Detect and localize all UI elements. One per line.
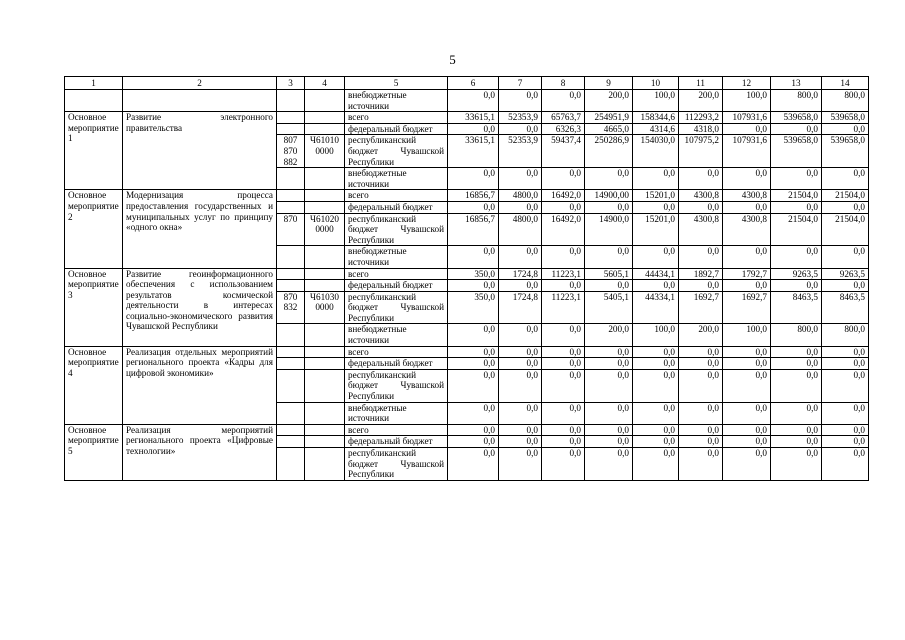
source-cell: всего bbox=[345, 190, 448, 202]
value-cell: 0,0 bbox=[448, 424, 499, 436]
value-cell: 16856,7 bbox=[448, 213, 499, 246]
value-cell: 100,0 bbox=[723, 324, 771, 346]
value-cell: 0,0 bbox=[822, 246, 869, 268]
value-cell: 4800,0 bbox=[499, 190, 542, 202]
value-cell: 0,0 bbox=[822, 436, 869, 448]
source-cell: федеральный бюджет bbox=[345, 436, 448, 448]
code3-cell bbox=[277, 358, 305, 370]
value-cell: 200,0 bbox=[585, 324, 633, 346]
value-cell: 112293,2 bbox=[679, 112, 723, 124]
value-cell: 9263,5 bbox=[771, 268, 822, 280]
value-cell: 0,0 bbox=[448, 346, 499, 358]
value-cell: 0,0 bbox=[633, 402, 679, 424]
code4-cell bbox=[305, 246, 345, 268]
event-name-cell: Основное мероприятие 4 bbox=[65, 346, 123, 424]
code4-cell bbox=[305, 280, 345, 292]
value-cell: 0,0 bbox=[771, 346, 822, 358]
value-cell: 0,0 bbox=[542, 436, 585, 448]
value-cell: 0,0 bbox=[448, 168, 499, 190]
header-cell: 5 bbox=[345, 77, 448, 90]
value-cell: 0,0 bbox=[822, 402, 869, 424]
value-cell: 0,0 bbox=[585, 246, 633, 268]
value-cell: 254951,9 bbox=[585, 112, 633, 124]
value-cell: 15201,0 bbox=[633, 190, 679, 202]
code4-cell bbox=[305, 123, 345, 135]
value-cell: 0,0 bbox=[448, 246, 499, 268]
value-cell: 14900,0 bbox=[585, 213, 633, 246]
value-cell: 100,0 bbox=[723, 90, 771, 112]
event-title-cell: Развитие электронного правительства bbox=[123, 112, 277, 190]
value-cell: 0,0 bbox=[585, 424, 633, 436]
value-cell: 15201,0 bbox=[633, 213, 679, 246]
value-cell: 0,0 bbox=[723, 448, 771, 481]
value-cell: 0,0 bbox=[723, 369, 771, 402]
value-cell: 8463,5 bbox=[771, 291, 822, 324]
value-cell: 11223,1 bbox=[542, 291, 585, 324]
value-cell: 9263,5 bbox=[822, 268, 869, 280]
source-cell: федеральный бюджет bbox=[345, 358, 448, 370]
code3-cell bbox=[277, 190, 305, 202]
code3-cell: 807 870 882 bbox=[277, 135, 305, 168]
code4-cell: Ч61020 0000 bbox=[305, 213, 345, 246]
header-cell: 4 bbox=[305, 77, 345, 90]
value-cell: 0,0 bbox=[448, 324, 499, 346]
code3-cell bbox=[277, 168, 305, 190]
value-cell: 16492,0 bbox=[542, 190, 585, 202]
value-cell: 4314,6 bbox=[633, 123, 679, 135]
source-cell: внебюджетные источники bbox=[345, 246, 448, 268]
source-cell: федеральный бюджет bbox=[345, 280, 448, 292]
budget-table bbox=[64, 76, 869, 481]
value-cell: 800,0 bbox=[822, 90, 869, 112]
source-cell: всего bbox=[345, 346, 448, 358]
value-cell: 0,0 bbox=[542, 246, 585, 268]
value-cell: 0,0 bbox=[585, 168, 633, 190]
value-cell: 0,0 bbox=[822, 369, 869, 402]
value-cell: 0,0 bbox=[499, 448, 542, 481]
code3-cell bbox=[277, 201, 305, 213]
value-cell: 0,0 bbox=[633, 201, 679, 213]
table-row bbox=[65, 268, 869, 280]
value-cell: 0,0 bbox=[633, 448, 679, 481]
value-cell: 0,0 bbox=[633, 246, 679, 268]
value-cell: 4800,0 bbox=[499, 213, 542, 246]
code4-cell bbox=[305, 369, 345, 402]
value-cell: 0,0 bbox=[679, 346, 723, 358]
source-cell: республиканский бюджет Чувашской Республики bbox=[345, 213, 448, 246]
value-cell: 4300,8 bbox=[723, 213, 771, 246]
value-cell: 0,0 bbox=[448, 402, 499, 424]
code3-cell bbox=[277, 448, 305, 481]
value-cell: 0,0 bbox=[723, 168, 771, 190]
value-cell: 0,0 bbox=[771, 123, 822, 135]
value-cell: 800,0 bbox=[771, 90, 822, 112]
value-cell: 0,0 bbox=[771, 424, 822, 436]
value-cell: 52353,9 bbox=[499, 135, 542, 168]
value-cell: 539658,0 bbox=[771, 112, 822, 124]
value-cell: 0,0 bbox=[771, 436, 822, 448]
source-cell: федеральный бюджет bbox=[345, 123, 448, 135]
code4-cell bbox=[305, 168, 345, 190]
code4-cell bbox=[305, 90, 345, 112]
value-cell: 0,0 bbox=[585, 280, 633, 292]
value-cell: 21504,0 bbox=[822, 190, 869, 202]
code3-cell: 870 832 bbox=[277, 291, 305, 324]
value-cell: 0,0 bbox=[679, 448, 723, 481]
code3-cell bbox=[277, 424, 305, 436]
event-title-cell: Модернизация процесса предоставления государственных и муниципальных услуг по принципу «одного окна» bbox=[123, 190, 277, 268]
value-cell: 0,0 bbox=[542, 448, 585, 481]
page-number: 5 bbox=[449, 52, 456, 67]
value-cell: 0,0 bbox=[499, 369, 542, 402]
event-title-cell: Развитие геоинформационного обеспечения с использованием результатов космической деятельности в интересах социально-экономического развития Чувашской Республики bbox=[123, 268, 277, 346]
code3-cell bbox=[277, 280, 305, 292]
header-cell: 8 bbox=[542, 77, 585, 90]
event-name-cell: Основное мероприятие 5 bbox=[65, 424, 123, 480]
value-cell: 250286,9 bbox=[585, 135, 633, 168]
value-cell: 200,0 bbox=[585, 90, 633, 112]
event-title-cell: Реализация отдельных мероприятий регионального проекта «Кадры для цифровой экономики» bbox=[123, 346, 277, 424]
source-cell: республиканский бюджет Чувашской Республики bbox=[345, 291, 448, 324]
value-cell: 0,0 bbox=[822, 424, 869, 436]
code3-cell bbox=[277, 346, 305, 358]
value-cell: 0,0 bbox=[585, 436, 633, 448]
value-cell: 0,0 bbox=[448, 369, 499, 402]
value-cell: 0,0 bbox=[585, 201, 633, 213]
code4-cell bbox=[305, 112, 345, 124]
header-cell: 14 bbox=[822, 77, 869, 90]
value-cell: 0,0 bbox=[448, 280, 499, 292]
value-cell: 0,0 bbox=[499, 358, 542, 370]
value-cell: 154030,0 bbox=[633, 135, 679, 168]
value-cell: 1892,7 bbox=[679, 268, 723, 280]
value-cell: 158344,6 bbox=[633, 112, 679, 124]
code3-cell: 870 bbox=[277, 213, 305, 246]
value-cell: 0,0 bbox=[542, 324, 585, 346]
source-cell: внебюджетные источники bbox=[345, 402, 448, 424]
value-cell: 200,0 bbox=[679, 324, 723, 346]
value-cell: 0,0 bbox=[771, 402, 822, 424]
value-cell: 0,0 bbox=[585, 369, 633, 402]
value-cell: 5605,1 bbox=[585, 268, 633, 280]
value-cell: 107975,2 bbox=[679, 135, 723, 168]
value-cell: 0,0 bbox=[542, 90, 585, 112]
value-cell: 539658,0 bbox=[771, 135, 822, 168]
event-name-cell: Основное мероприятие 2 bbox=[65, 190, 123, 268]
value-cell: 33615,1 bbox=[448, 112, 499, 124]
value-cell: 0,0 bbox=[499, 123, 542, 135]
value-cell: 0,0 bbox=[771, 369, 822, 402]
code3-cell bbox=[277, 436, 305, 448]
header-cell: 10 bbox=[633, 77, 679, 90]
value-cell: 0,0 bbox=[822, 280, 869, 292]
value-cell: 0,0 bbox=[448, 90, 499, 112]
value-cell: 0,0 bbox=[822, 168, 869, 190]
source-cell: республиканский бюджет Чувашской Республики bbox=[345, 135, 448, 168]
value-cell: 0,0 bbox=[633, 424, 679, 436]
code4-cell bbox=[305, 424, 345, 436]
value-cell: 1724,8 bbox=[499, 291, 542, 324]
value-cell: 59437,4 bbox=[542, 135, 585, 168]
code3-cell bbox=[277, 112, 305, 124]
value-cell: 0,0 bbox=[679, 436, 723, 448]
value-cell: 33615,1 bbox=[448, 135, 499, 168]
value-cell: 0,0 bbox=[822, 448, 869, 481]
value-cell: 539658,0 bbox=[822, 112, 869, 124]
value-cell: 0,0 bbox=[771, 280, 822, 292]
header-cell: 7 bbox=[499, 77, 542, 90]
value-cell: 1724,8 bbox=[499, 268, 542, 280]
event-title-cell bbox=[123, 90, 277, 112]
event-name-cell bbox=[65, 90, 123, 112]
value-cell: 0,0 bbox=[448, 123, 499, 135]
value-cell: 0,0 bbox=[723, 201, 771, 213]
source-cell: внебюджетные источники bbox=[345, 324, 448, 346]
value-cell: 107931,6 bbox=[723, 135, 771, 168]
table-row bbox=[65, 190, 869, 202]
value-cell: 350,0 bbox=[448, 291, 499, 324]
header-row bbox=[65, 77, 869, 90]
code4-cell bbox=[305, 402, 345, 424]
source-cell: всего bbox=[345, 268, 448, 280]
value-cell: 0,0 bbox=[679, 246, 723, 268]
value-cell: 0,0 bbox=[633, 358, 679, 370]
value-cell: 0,0 bbox=[771, 358, 822, 370]
value-cell: 0,0 bbox=[679, 402, 723, 424]
value-cell: 0,0 bbox=[679, 369, 723, 402]
value-cell: 0,0 bbox=[499, 168, 542, 190]
value-cell: 0,0 bbox=[679, 358, 723, 370]
value-cell: 0,0 bbox=[633, 436, 679, 448]
table-row bbox=[65, 424, 869, 436]
value-cell: 107931,6 bbox=[723, 112, 771, 124]
table-row bbox=[65, 90, 869, 112]
value-cell: 0,0 bbox=[499, 90, 542, 112]
value-cell: 0,0 bbox=[771, 246, 822, 268]
value-cell: 0,0 bbox=[822, 123, 869, 135]
value-cell: 0,0 bbox=[723, 123, 771, 135]
code3-cell bbox=[277, 246, 305, 268]
value-cell: 0,0 bbox=[499, 201, 542, 213]
header-cell: 1 bbox=[65, 77, 123, 90]
code3-cell bbox=[277, 369, 305, 402]
value-cell: 0,0 bbox=[499, 324, 542, 346]
value-cell: 0,0 bbox=[679, 280, 723, 292]
source-cell: федеральный бюджет bbox=[345, 201, 448, 213]
code4-cell bbox=[305, 346, 345, 358]
value-cell: 0,0 bbox=[585, 402, 633, 424]
value-cell: 1692,7 bbox=[723, 291, 771, 324]
value-cell: 0,0 bbox=[585, 346, 633, 358]
value-cell: 11223,1 bbox=[542, 268, 585, 280]
value-cell: 0,0 bbox=[542, 280, 585, 292]
value-cell: 44334,1 bbox=[633, 291, 679, 324]
code3-cell bbox=[277, 324, 305, 346]
value-cell: 4300,8 bbox=[679, 190, 723, 202]
value-cell: 0,0 bbox=[542, 402, 585, 424]
code3-cell bbox=[277, 123, 305, 135]
code4-cell bbox=[305, 324, 345, 346]
value-cell: 6326,3 bbox=[542, 123, 585, 135]
value-cell: 44434,1 bbox=[633, 268, 679, 280]
value-cell: 0,0 bbox=[448, 448, 499, 481]
value-cell: 0,0 bbox=[822, 201, 869, 213]
value-cell: 100,0 bbox=[633, 324, 679, 346]
code4-cell bbox=[305, 358, 345, 370]
value-cell: 21504,0 bbox=[822, 213, 869, 246]
header-cell: 11 bbox=[679, 77, 723, 90]
code3-cell bbox=[277, 402, 305, 424]
value-cell: 539658,0 bbox=[822, 135, 869, 168]
event-name-cell: Основное мероприятие 1 bbox=[65, 112, 123, 190]
value-cell: 21504,0 bbox=[771, 190, 822, 202]
source-cell: республиканский бюджет Чувашской Республики bbox=[345, 369, 448, 402]
table-row bbox=[65, 346, 869, 358]
value-cell: 5405,1 bbox=[585, 291, 633, 324]
code3-cell bbox=[277, 268, 305, 280]
code4-cell: Ч61010 0000 bbox=[305, 135, 345, 168]
source-cell: республиканский бюджет Чувашской Республики bbox=[345, 448, 448, 481]
value-cell: 0,0 bbox=[723, 424, 771, 436]
source-cell: внебюджетные источники bbox=[345, 90, 448, 112]
value-cell: 0,0 bbox=[499, 280, 542, 292]
value-cell: 350,0 bbox=[448, 268, 499, 280]
code4-cell: Ч61030 0000 bbox=[305, 291, 345, 324]
value-cell: 0,0 bbox=[542, 424, 585, 436]
value-cell: 800,0 bbox=[822, 324, 869, 346]
value-cell: 0,0 bbox=[771, 201, 822, 213]
code3-cell bbox=[277, 90, 305, 112]
value-cell: 0,0 bbox=[499, 436, 542, 448]
value-cell: 0,0 bbox=[542, 201, 585, 213]
value-cell: 0,0 bbox=[679, 424, 723, 436]
value-cell: 0,0 bbox=[542, 168, 585, 190]
value-cell: 4300,8 bbox=[679, 213, 723, 246]
value-cell: 0,0 bbox=[499, 402, 542, 424]
header-cell: 6 bbox=[448, 77, 499, 90]
code4-cell bbox=[305, 436, 345, 448]
value-cell: 21504,0 bbox=[771, 213, 822, 246]
header-cell: 13 bbox=[771, 77, 822, 90]
value-cell: 52353,9 bbox=[499, 112, 542, 124]
code4-cell bbox=[305, 201, 345, 213]
value-cell: 0,0 bbox=[723, 402, 771, 424]
source-cell: всего bbox=[345, 112, 448, 124]
value-cell: 0,0 bbox=[542, 369, 585, 402]
value-cell: 0,0 bbox=[723, 358, 771, 370]
value-cell: 0,0 bbox=[633, 168, 679, 190]
code4-cell bbox=[305, 190, 345, 202]
header-cell: 3 bbox=[277, 77, 305, 90]
value-cell: 0,0 bbox=[499, 346, 542, 358]
value-cell: 0,0 bbox=[448, 436, 499, 448]
value-cell: 16492,0 bbox=[542, 213, 585, 246]
value-cell: 0,0 bbox=[499, 424, 542, 436]
value-cell: 0,0 bbox=[542, 346, 585, 358]
value-cell: 0,0 bbox=[633, 280, 679, 292]
code4-cell bbox=[305, 448, 345, 481]
value-cell: 0,0 bbox=[448, 201, 499, 213]
value-cell: 200,0 bbox=[679, 90, 723, 112]
value-cell: 0,0 bbox=[771, 448, 822, 481]
value-cell: 1692,7 bbox=[679, 291, 723, 324]
value-cell: 0,0 bbox=[723, 436, 771, 448]
value-cell: 65763,7 bbox=[542, 112, 585, 124]
table-row bbox=[65, 112, 869, 124]
value-cell: 0,0 bbox=[499, 246, 542, 268]
value-cell: 4300,8 bbox=[723, 190, 771, 202]
value-cell: 800,0 bbox=[771, 324, 822, 346]
value-cell: 0,0 bbox=[633, 369, 679, 402]
value-cell: 0,0 bbox=[585, 448, 633, 481]
value-cell: 0,0 bbox=[679, 168, 723, 190]
event-title-cell: Реализация мероприятий регионального проекта «Цифровые технологии» bbox=[123, 424, 277, 480]
value-cell: 0,0 bbox=[723, 280, 771, 292]
event-name-cell: Основное мероприятие 3 bbox=[65, 268, 123, 346]
code4-cell bbox=[305, 268, 345, 280]
value-cell: 0,0 bbox=[771, 168, 822, 190]
value-cell: 0,0 bbox=[822, 346, 869, 358]
value-cell: 4318,0 bbox=[679, 123, 723, 135]
value-cell: 0,0 bbox=[448, 358, 499, 370]
value-cell: 14900,00 bbox=[585, 190, 633, 202]
value-cell: 100,0 bbox=[633, 90, 679, 112]
header-cell: 12 bbox=[723, 77, 771, 90]
source-cell: внебюджетные источники bbox=[345, 168, 448, 190]
value-cell: 0,0 bbox=[542, 358, 585, 370]
value-cell: 0,0 bbox=[585, 358, 633, 370]
header-cell: 2 bbox=[123, 77, 277, 90]
value-cell: 8463,5 bbox=[822, 291, 869, 324]
value-cell: 1792,7 bbox=[723, 268, 771, 280]
value-cell: 0,0 bbox=[679, 201, 723, 213]
value-cell: 0,0 bbox=[633, 346, 679, 358]
source-cell: всего bbox=[345, 424, 448, 436]
value-cell: 16856,7 bbox=[448, 190, 499, 202]
value-cell: 4665,0 bbox=[585, 123, 633, 135]
value-cell: 0,0 bbox=[723, 346, 771, 358]
header-cell: 9 bbox=[585, 77, 633, 90]
value-cell: 0,0 bbox=[822, 358, 869, 370]
value-cell: 0,0 bbox=[723, 246, 771, 268]
